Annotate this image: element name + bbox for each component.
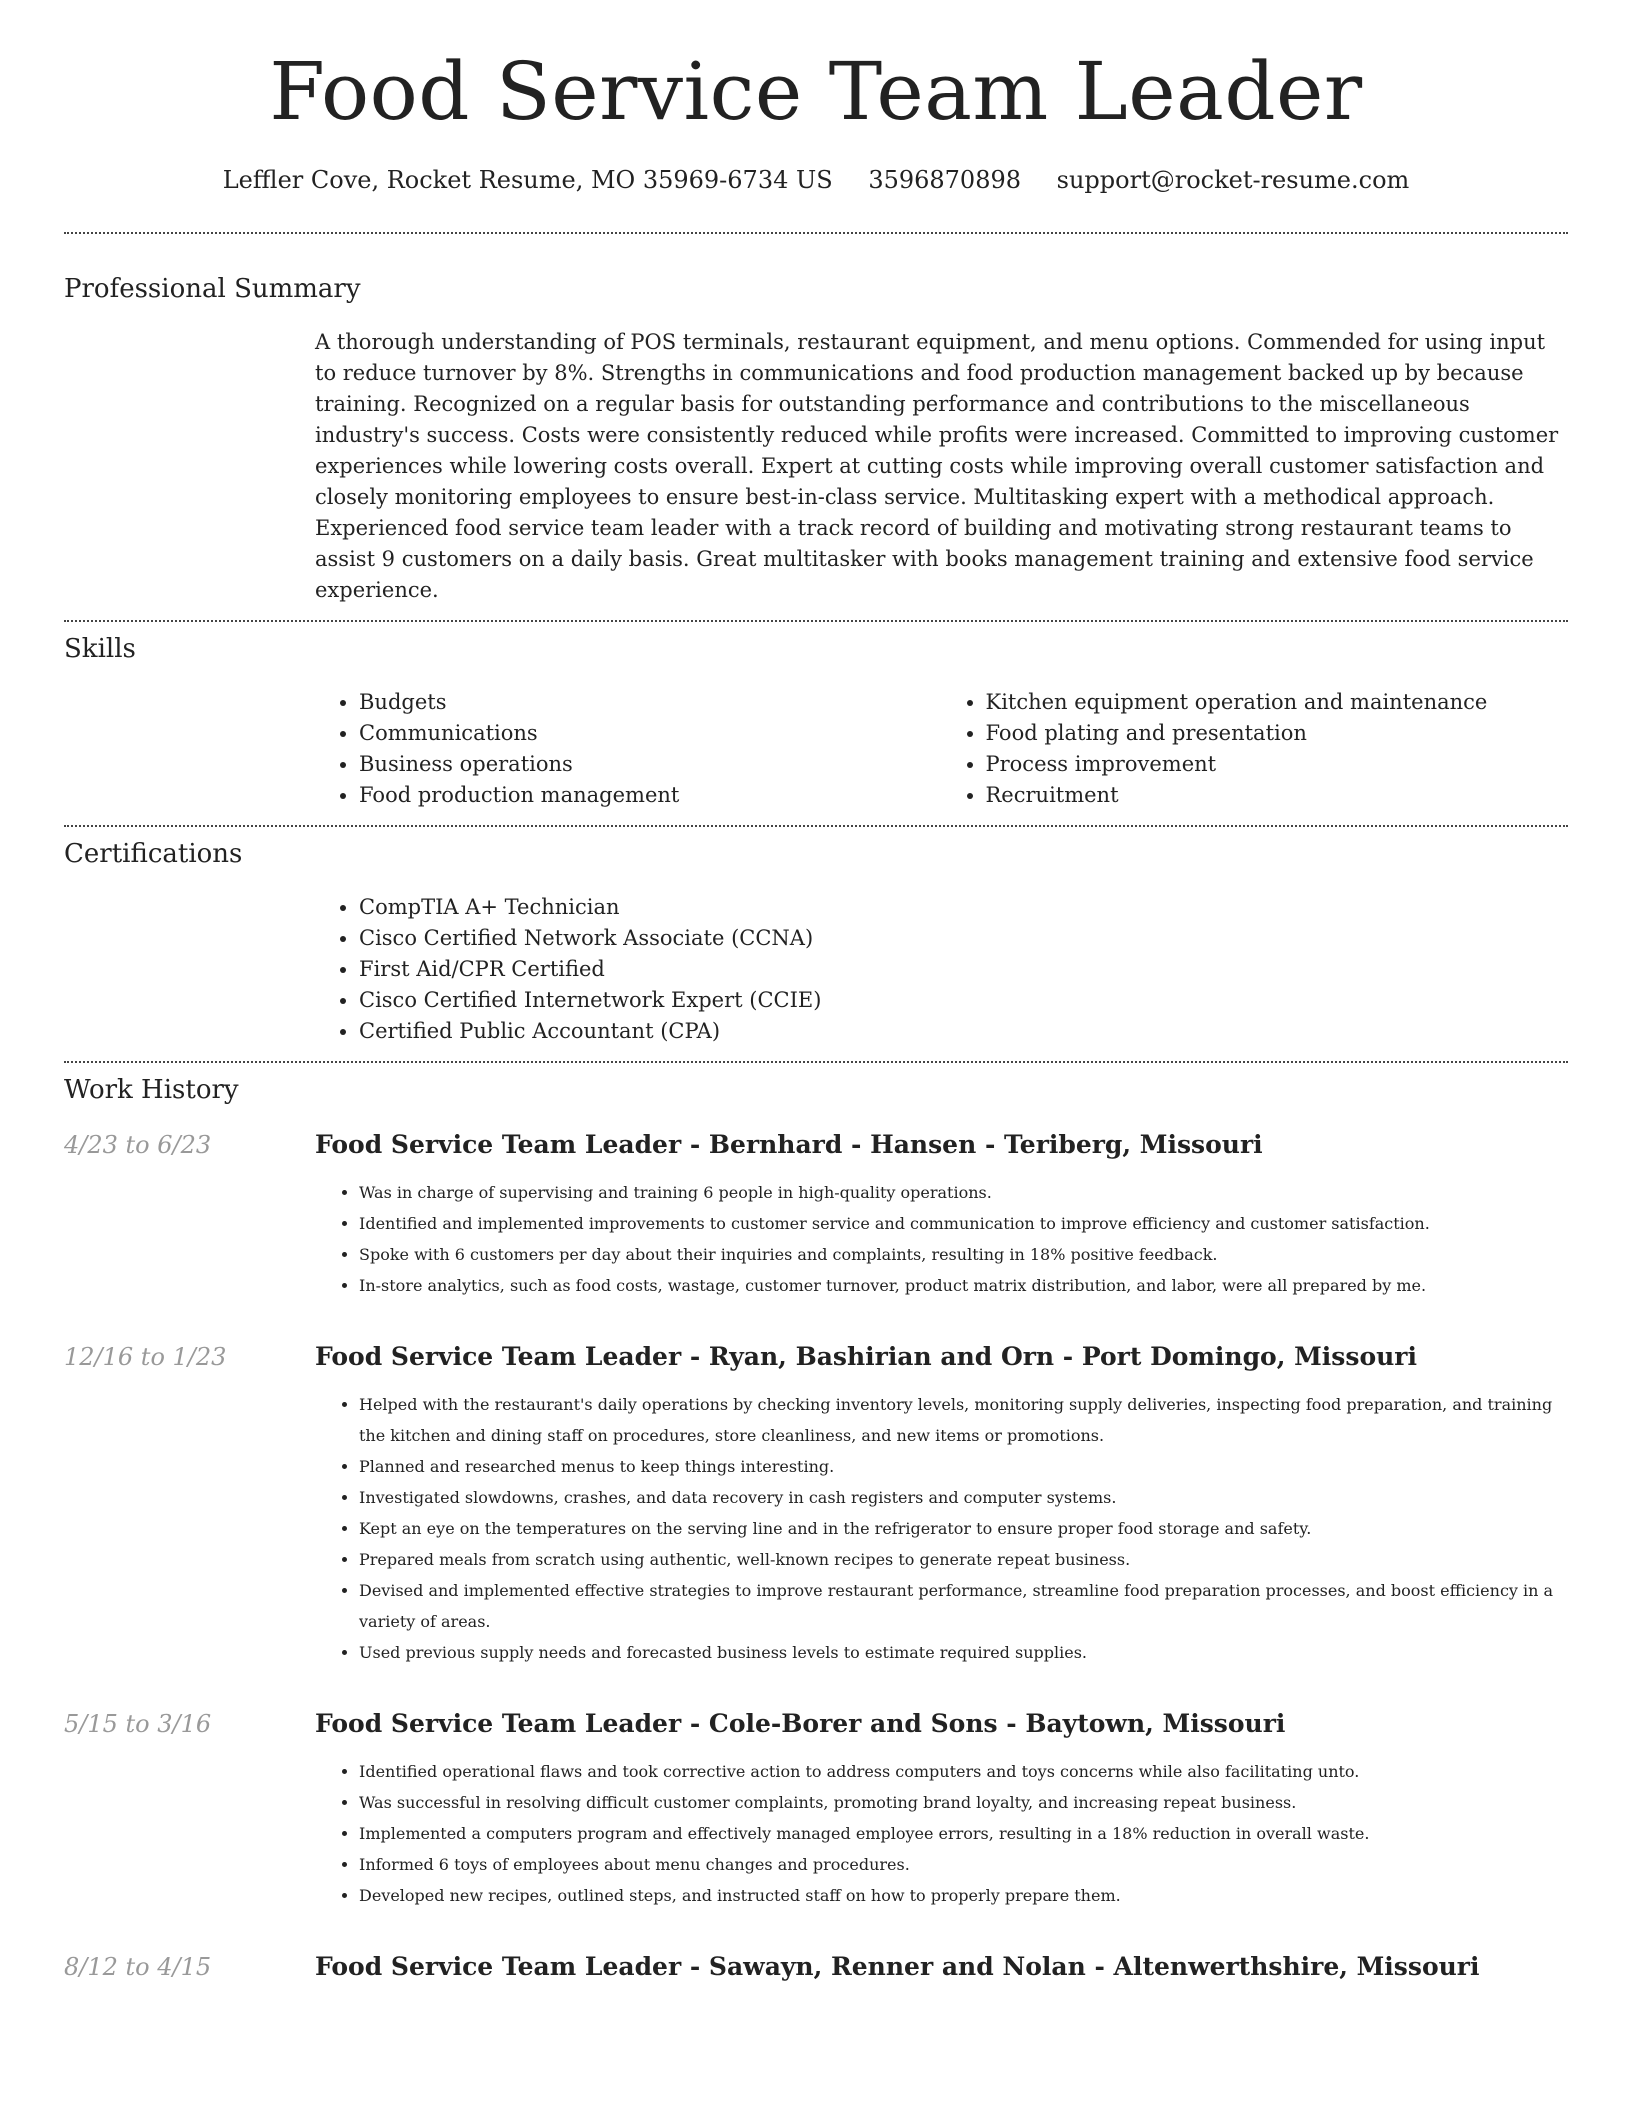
section-title-summary: Professional Summary	[64, 274, 361, 304]
job-title: Food Service Team Leader - Ryan, Bashirian and Orn - Port Domingo, Missouri	[315, 1342, 1417, 1371]
job-bullet: • Helped with the restaurant's daily operations by checking inventory levels, monitoring supply deliveries, inspecting food preparation, and training the kitchen and dining staff on procedures, store cleanliness, and new items or promotions.	[359, 1389, 1568, 1451]
divider	[64, 620, 1568, 622]
divider	[64, 1061, 1568, 1063]
skill-item: • Communications	[359, 718, 942, 749]
work-history-section	[64, 1075, 1568, 1983]
certification-item: • First Aid/CPR Certified	[359, 954, 1568, 985]
skill-item: • Budgets	[359, 687, 942, 718]
job-bullet: • Investigated slowdowns, crashes, and data recovery in cash registers and computer systems.	[359, 1482, 1568, 1513]
job-entry	[64, 1129, 1568, 1301]
job-date: 8/12 to 4/15	[64, 1953, 212, 1981]
section-title-work-history: Work History	[64, 1075, 239, 1105]
job-entry	[64, 1708, 1568, 1911]
contact-phone: 3596870898	[868, 166, 1022, 194]
job-bullet: • Devised and implemented effective strategies to improve restaurant performance, streamline food preparation processes, and boost efficiency in a variety of areas.	[359, 1575, 1568, 1637]
divider	[64, 232, 1568, 234]
resume-name: Food Service Team Leader	[269, 45, 1363, 138]
job-bullet: • Informed 6 toys of employees about menu changes and procedures.	[359, 1849, 1568, 1880]
certification-item: • Cisco Certified Network Associate (CCNA)	[359, 923, 1568, 954]
job-bullet: • Identified operational flaws and took corrective action to address computers and toys concerns while also facilitating unto.	[359, 1756, 1568, 1787]
job-bullet: • Used previous supply needs and forecasted business levels to estimate required supplies.	[359, 1637, 1568, 1668]
job-bullets	[315, 1756, 1568, 1911]
job-details	[315, 1129, 1568, 1301]
contact-email: support@rocket-resume.com	[1056, 166, 1410, 194]
job-entry	[64, 1951, 1568, 1983]
certifications-section	[64, 839, 1568, 1047]
job-title: Food Service Team Leader - Cole-Borer and Sons - Baytown, Missouri	[315, 1709, 1286, 1738]
job-bullet: • Was in charge of supervising and training 6 people in high-quality operations.	[359, 1177, 1568, 1208]
skills-list-right	[942, 687, 1569, 811]
contact-line	[64, 166, 1568, 194]
skill-item: • Recruitment	[986, 780, 1569, 811]
certifications-list	[315, 892, 1568, 1047]
job-date: 5/15 to 3/16	[64, 1710, 212, 1738]
certifications-body	[315, 892, 1568, 1047]
skill-item: • Food plating and presentation	[986, 718, 1569, 749]
job-bullet: • Was successful in resolving difficult customer complaints, promoting brand loyalty, and increasing repeat business.	[359, 1787, 1568, 1818]
contact-address: Leffler Cove, Rocket Resume, MO 35969-6734 US	[222, 166, 833, 194]
job-details	[315, 1708, 1568, 1911]
skills-list-left	[315, 687, 942, 811]
job-bullets	[315, 1177, 1568, 1301]
job-details	[315, 1951, 1568, 1983]
certification-item: • Cisco Certified Internetwork Expert (CCIE)	[359, 985, 1568, 1016]
job-bullet: • Planned and researched menus to keep things interesting.	[359, 1451, 1568, 1482]
job-entry	[64, 1341, 1568, 1668]
job-title: Food Service Team Leader - Sawayn, Renner and Nolan - Altenwerthshire, Missouri	[315, 1952, 1480, 1981]
section-title-certifications: Certifications	[64, 839, 243, 869]
skill-item: • Kitchen equipment operation and maintenance	[986, 687, 1569, 718]
skills-grid	[315, 687, 1568, 811]
job-title: Food Service Team Leader - Bernhard - Hansen - Teriberg, Missouri	[315, 1130, 1263, 1159]
skills-section	[64, 634, 1568, 811]
certification-item: • CompTIA A+ Technician	[359, 892, 1568, 923]
job-bullet: • In-store analytics, such as food costs, wastage, customer turnover, product matrix distribution, and labor, were all prepared by me.	[359, 1270, 1568, 1301]
summary-text: A thorough understanding of POS terminals, restaurant equipment, and menu options. Commended for using input to reduce turnover by 8%. Strengths in communications and food production management backed up by because training. Recognized on a regular basis for outstanding performance and contributions to the miscellaneous industry's success. Costs were consistently reduced while profits were increased. Committed to improving customer experiences while lowering costs overall. Expert at cutting costs while improving overall customer satisfaction and closely monitoring employees to ensure best-in-class service. Multitasking expert with a methodical approach. Experienced food service team leader with a track record of building and motivating strong restaurant teams to assist 9 customers on a daily basis. Great multitasker with books management training and extensive food service experience.	[315, 330, 1559, 602]
section-title-skills: Skills	[64, 634, 136, 664]
job-details	[315, 1341, 1568, 1668]
summary-body	[315, 327, 1568, 606]
skill-item: • Business operations	[359, 749, 942, 780]
job-date: 4/23 to 6/23	[64, 1131, 212, 1159]
job-bullet: • Kept an eye on the temperatures on the serving line and in the refrigerator to ensure proper food storage and safety.	[359, 1513, 1568, 1544]
skill-item: • Process improvement	[986, 749, 1569, 780]
job-bullet: • Spoke with 6 customers per day about their inquiries and complaints, resulting in 18% positive feedback.	[359, 1239, 1568, 1270]
summary-section	[64, 274, 1568, 606]
job-bullet: • Identified and implemented improvements to customer service and communication to improve efficiency and customer satisfaction.	[359, 1208, 1568, 1239]
job-bullet: • Prepared meals from scratch using authentic, well-known recipes to generate repeat business.	[359, 1544, 1568, 1575]
job-bullet: • Developed new recipes, outlined steps, and instructed staff on how to properly prepare them.	[359, 1880, 1568, 1911]
divider	[64, 825, 1568, 827]
job-date: 12/16 to 1/23	[64, 1343, 227, 1371]
skill-item: • Food production management	[359, 780, 942, 811]
job-bullet: • Implemented a computers program and effectively managed employee errors, resulting in a 18% reduction in overall waste.	[359, 1818, 1568, 1849]
certification-item: • Certified Public Accountant (CPA)	[359, 1016, 1568, 1047]
job-bullets	[315, 1389, 1568, 1668]
